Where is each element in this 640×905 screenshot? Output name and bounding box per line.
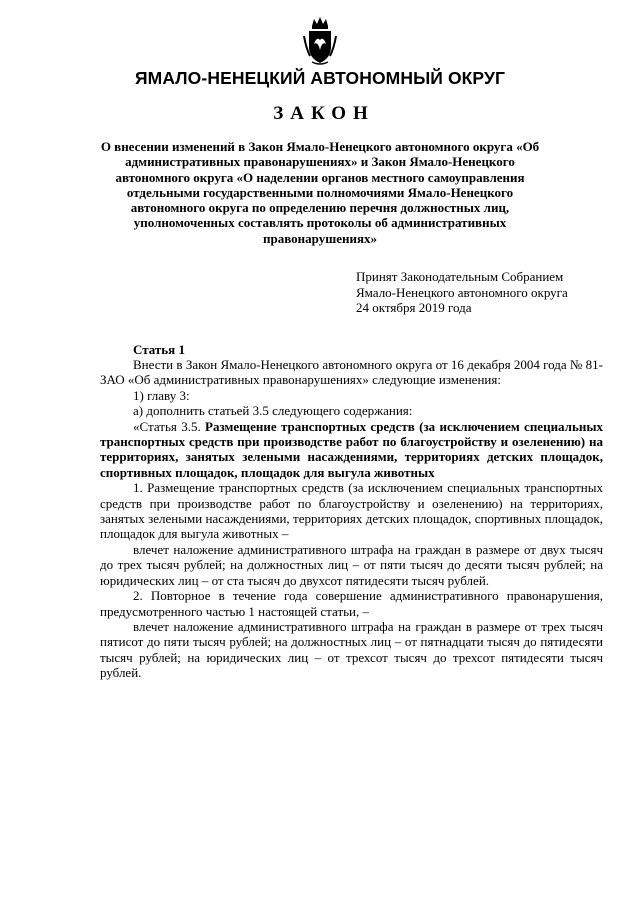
part-1-penalty: влечет наложение административного штрафа на граждан в размере от двух тысяч до трех тысяч рублей; на должностных лиц – от пяти тысяч до десяти тысяч рублей; на юридических лиц – от ста тысяч до двухсот пятидесяти тысяч рублей. [100,541,603,588]
article-intro: Внести в Закон Ямало-Ненецкого автономного округа от 16 декабря 2004 года № 81-ЗАО «Об административных правонарушениях» следующие изменения: [100,357,603,388]
part-2-penalty: влечет наложение административного штрафа на граждан в размере от трех тысяч пятисот до пяти тысяч рублей; на должностных лиц – от пятнадцати тысяч до пятидесяти тысяч рублей; на юридических лиц – от трехсот тысяч до трехсот пятидесяти тысяч рублей. [100,618,603,681]
adoption-date: 24 октября 2019 года [356,300,472,315]
coat-of-arms-emblem [300,14,340,66]
part-1: 1. Размещение транспортных средств (за исключением специальных транспортных средств при производстве работ по благоустройству и озеленению) на территориях, занятых зелеными насаждениями, территориях детских площадок, спортивных площадок, площадок для выгула животных – [100,480,603,542]
article-heading: Статья 1 [133,342,185,357]
item-a: а) дополнить статьей 3.5 следующего содержания: [133,403,413,419]
adoption-note [356,269,636,316]
region-name: ЯМАЛО-НЕНЕЦКИЙ АВТОНОМНЫЙ ОКРУГ [135,68,505,88]
item-chapter-3: 1) главу 3: [133,387,190,403]
document-type: ЗАКОН [273,103,375,124]
new-article-number: «Статья 3.5. [133,418,201,434]
new-article-title: Размещение транспортных средств (за исключением специальных транспортных средств при производстве работ по благоустройству и озеленению) на территориях, занятых зелеными насаждениями, территориях детских площадок, спортивных площадок, площадок для выгула животных [100,418,603,480]
article-body [100,357,603,681]
part-2: 2. Повторное в течение года совершение административного правонарушения, предусмотренного частью 1 настоящей статьи, – [100,588,603,619]
law-title: О внесении изменений в Закон Ямало-Ненецкого автономного округа «Об административных правонарушениях» и Закон Ямало-Ненецкого автономного округа «О наделении органов местного самоуправления отдельными государственными полномочиями Ямало-Ненецкого автономного округа по определению перечня должностных лиц, уполномоченных составлять протоколы об административных правонарушениях» [100,139,540,246]
adoption-line-1: Принят Законодательным Собранием [356,269,564,284]
adoption-line-2: Ямало-Ненецкого автономного округа [356,284,568,300]
new-article-heading [100,419,603,481]
